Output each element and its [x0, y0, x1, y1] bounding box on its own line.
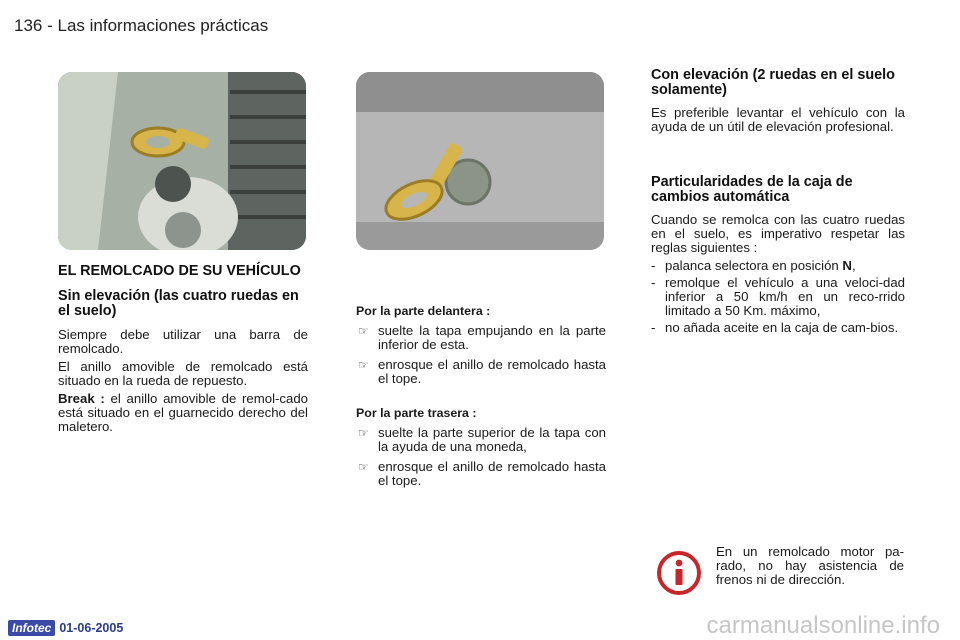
- rear-item-1: suelte la parte superior de la tapa con la ayuda de una moneda,: [378, 425, 606, 454]
- ring-location-paragraph: El anillo amovible de remolcado está situado en la rueda de repuesto.: [58, 359, 308, 388]
- dash-marker: -: [651, 320, 656, 335]
- rear-item-2: enrosque el anillo de remolcado hasta el tope.: [378, 459, 606, 488]
- rule-3-text: no añada aceite en la caja de cam-bios.: [665, 320, 899, 335]
- list-item: [356, 324, 606, 352]
- footer-date: 01-06-2005: [59, 621, 124, 635]
- rear-towing-photo: [356, 72, 604, 250]
- front-item-1: suelte la tapa empujando en la parte inferior de esta.: [378, 323, 606, 352]
- pointing-hand-icon: ☞: [358, 460, 369, 474]
- break-label: Break :: [58, 391, 105, 406]
- list-item: [651, 276, 905, 318]
- infotec-logo: Infotec: [8, 620, 55, 636]
- list-item: [651, 259, 905, 273]
- front-towing-photo: [58, 72, 306, 250]
- rule-1-tail: ,: [851, 258, 856, 273]
- tow-bar-paragraph: Siempre debe utilizar una barra de remolcado.: [58, 327, 308, 356]
- right-column: [651, 68, 905, 335]
- info-icon: [656, 550, 702, 596]
- middle-column: [356, 304, 606, 488]
- dash-marker: -: [651, 258, 656, 273]
- rule-2-text: remolque el vehículo a una veloci-dad inferior a 50 km/h en un reco-rrido limitado a 50 Km. máximo,: [665, 275, 905, 318]
- watermark: carmanualsonline.info: [706, 612, 940, 639]
- towing-heading: EL REMOLCADO DE SU VEHÍCULO: [58, 263, 301, 279]
- left-column: [58, 264, 308, 434]
- front-item-2: enrosque el anillo de remolcado hasta el tope.: [378, 357, 606, 386]
- footer: [8, 620, 123, 636]
- automatic-gearbox-heading: Particularidades de la caja de cambios automática: [651, 174, 853, 205]
- break-paragraph: [58, 392, 308, 434]
- lift-heading: Con elevación (2 ruedas en el suelo solamente): [651, 67, 895, 98]
- list-item: [356, 460, 606, 488]
- list-item: [651, 321, 905, 335]
- break-text: el anillo amovible de remol-cado está situado en el guarnecido derecho del maletero.: [58, 391, 308, 434]
- rule-1-bold: N: [842, 258, 852, 273]
- pointing-hand-icon: ☞: [358, 426, 369, 440]
- rule-1-text: palanca selectora en posición: [665, 258, 843, 273]
- page-header: [14, 16, 268, 36]
- dash-marker: -: [651, 275, 656, 290]
- automatic-gearbox-paragraph: Cuando se remolca con las cuatro ruedas en el suelo, es imperativo respetar las reglas siguientes :: [651, 212, 905, 255]
- page-number: 136: [14, 16, 43, 35]
- lift-paragraph: Es preferible levantar el vehículo con la ayuda de un útil de elevación profesional.: [651, 105, 905, 134]
- list-item: [356, 358, 606, 386]
- info-note-text: En un remolcado motor pa-rado, no hay asistencia de frenos ni de dirección.: [716, 544, 904, 587]
- front-title: Por la parte delantera :: [356, 304, 491, 318]
- page-title: Las informaciones prácticas: [57, 16, 269, 35]
- no-lift-subheading: Sin elevación (las cuatro ruedas en el suelo): [58, 288, 299, 319]
- pointing-hand-icon: ☞: [358, 358, 369, 372]
- pointing-hand-icon: ☞: [358, 324, 369, 338]
- info-note: [716, 545, 904, 587]
- list-item: [356, 426, 606, 454]
- rear-title: Por la parte trasera :: [356, 406, 477, 420]
- header-separator: -: [47, 16, 53, 35]
